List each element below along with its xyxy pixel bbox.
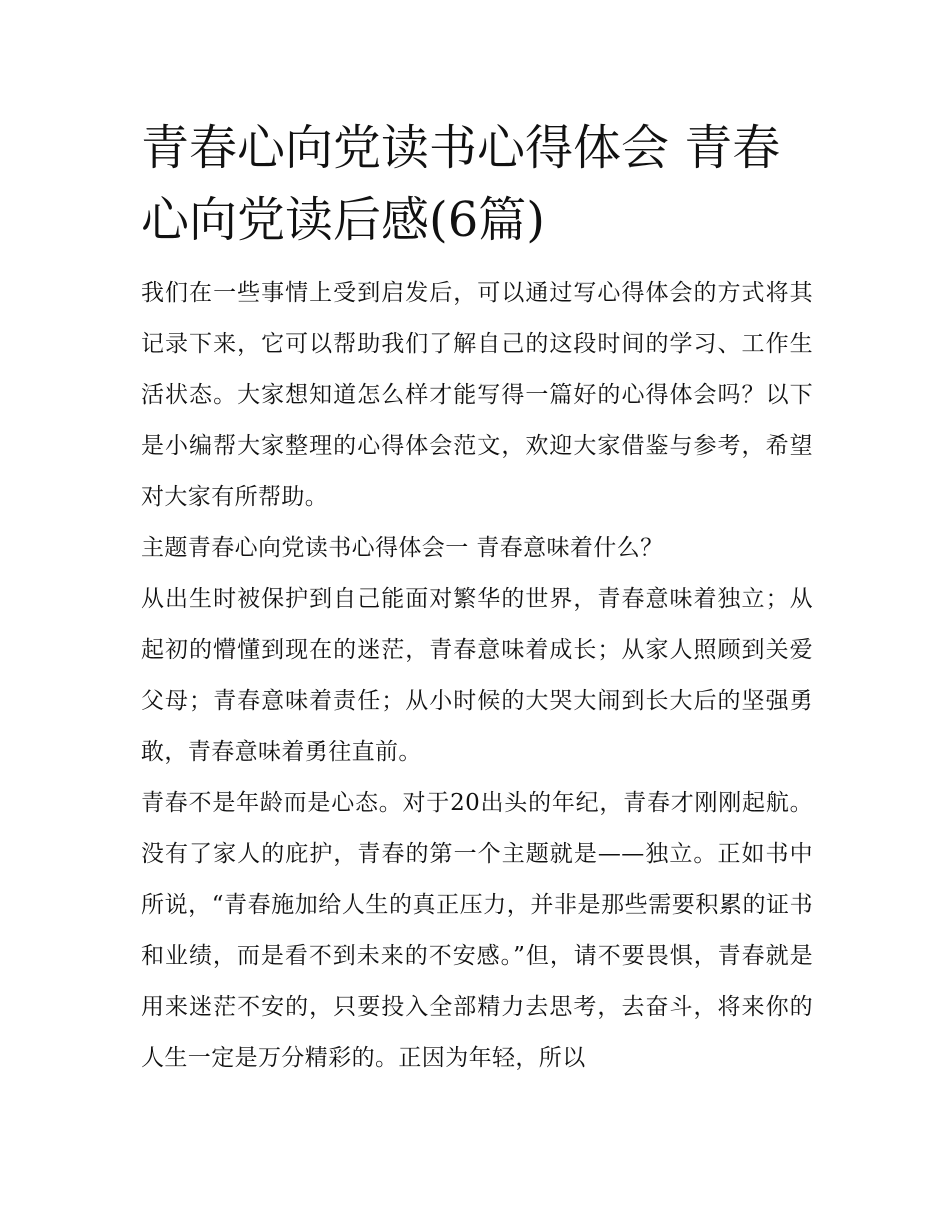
body-paragraph: 青春不是年龄而是心态。对于20出头的年纪，青春才刚刚起航。没有了家人的庇护，青春的第一个主题就是——独立。正如书中所说，“青春施加给人生的真正压力，并非是那些需要积累的证书和业绩，而是看不到未来的不安感。”但，请不要畏惧，青春就是用来迷茫不安的，只要投入全部精力去思考，去奋斗，将来你的人生一定是万分精彩的。正因为年轻，所以 [141, 790, 813, 1071]
body-paragraph: 从出生时被保护到自己能面对繁华的世界，青春意味着独立；从起初的懵懂到现在的迷茫，青春意味着成长；从家人照顾到关爱父母；青春意味着责任；从小时候的大哭大闹到长大后的坚强勇敢，青春意味着勇往直前。 [141, 586, 813, 765]
document-content [141, 112, 813, 1084]
section-heading: 主题青春心向党读书心得体会一 青春意味着什么？ [141, 535, 664, 561]
intro-paragraph: 我们在一些事情上受到启发后，可以通过写心得体会的方式将其记录下来，它可以帮助我们了解自己的这段时间的学习、工作生活状态。大家想知道怎么样才能写得一篇好的心得体会吗？以下是小编帮大家整理的心得体会范文，欢迎大家借鉴与参考，希望对大家有所帮助。 [141, 280, 813, 510]
document-body [141, 268, 813, 1084]
document-title: 青春心向党读书心得体会 青春心向党读后感(6篇) [141, 120, 781, 248]
